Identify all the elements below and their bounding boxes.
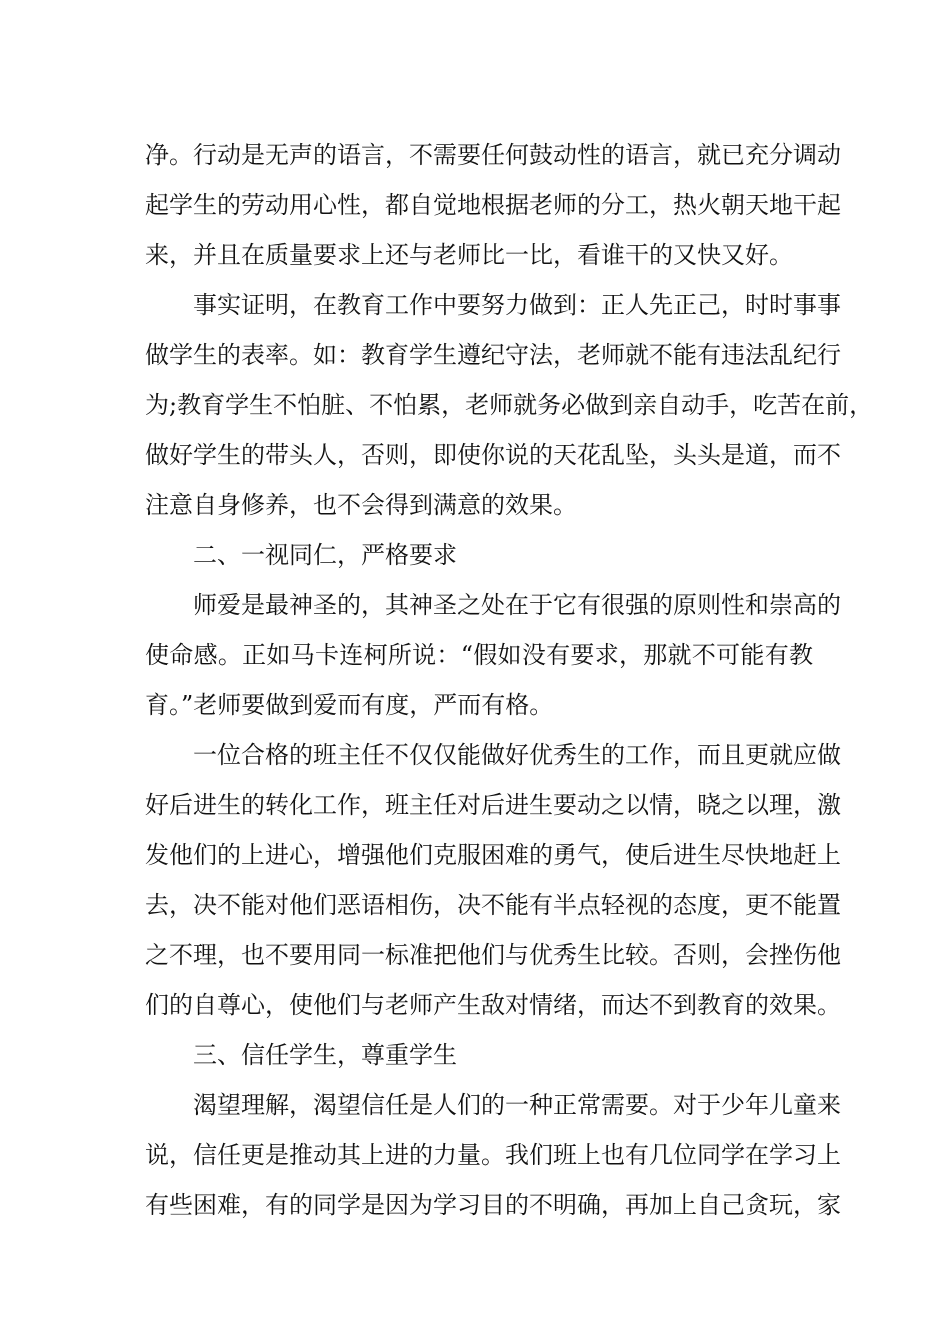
paragraph-line: 们的自尊心，使他们与老师产生敌对情绪，而达不到教育的效果。 bbox=[145, 991, 841, 1019]
paragraph-line: 做学生的表率。如：教育学生遵纪守法，老师就不能有违法乱纪行 bbox=[145, 341, 841, 369]
paragraph-line: 来，并且在质量要求上还与老师比一比，看谁干的又快又好。 bbox=[145, 241, 793, 269]
section-heading bbox=[145, 1030, 813, 1080]
paragraph bbox=[145, 730, 841, 1030]
paragraph-line: 净。行动是无声的语言，不需要任何鼓动性的语言，就已充分调动 bbox=[145, 141, 841, 169]
paragraph-line: 好后进生的转化工作，班主任对后进生要动之以情，晓之以理，激 bbox=[145, 791, 841, 819]
paragraph-line: 一位合格的班主任不仅仅能做好优秀生的工作，而且更就应做 bbox=[193, 741, 841, 769]
section-heading bbox=[145, 530, 813, 580]
paragraph-line: 之不理，也不要用同一标准把他们与优秀生比较。否则，会挫伤他 bbox=[145, 941, 841, 969]
paragraph-line: 起学生的劳动用心性，都自觉地根据老师的分工，热火朝天地干起 bbox=[145, 191, 841, 219]
paragraph-line: 渴望理解，渴望信任是人们的一种正常需要。对于少年儿童来 bbox=[193, 1091, 841, 1119]
paragraph bbox=[145, 580, 841, 730]
paragraph-line: 做好学生的带头人，否则，即使你说的天花乱坠，头头是道，而不 bbox=[145, 441, 841, 469]
paragraph-line: 发他们的上进心，增强他们克服困难的勇气，使后进生尽快地赶上 bbox=[145, 841, 841, 869]
paragraph-line: 师爱是最神圣的，其神圣之处在于它有很强的原则性和崇高的 bbox=[193, 591, 841, 619]
paragraph-line: 注意自身修养，也不会得到满意的效果。 bbox=[145, 491, 577, 519]
paragraph bbox=[145, 1080, 841, 1230]
paragraph bbox=[145, 280, 874, 530]
paragraph-line: 使命感。正如马卡连柯所说：“假如没有要求，那就不可能有教 bbox=[145, 641, 813, 669]
heading-text: 三、信任学生，尊重学生 bbox=[193, 1041, 457, 1069]
paragraph-line: 说，信任更是推动其上进的力量。我们班上也有几位同学在学习上 bbox=[145, 1141, 841, 1169]
paragraph-line: 有些困难，有的同学是因为学习目的不明确，再加上自己贪玩，家 bbox=[145, 1191, 841, 1219]
paragraph-line: 为;教育学生不怕脏、不怕累，老师就务必做到亲自动手，吃苦在前， bbox=[145, 391, 874, 419]
document-body bbox=[145, 130, 874, 1230]
heading-text: 二、一视同仁，严格要求 bbox=[193, 541, 457, 569]
paragraph-line: 育。”老师要做到爱而有度，严而有格。 bbox=[145, 691, 554, 719]
paragraph bbox=[145, 130, 841, 280]
paragraph-line: 事实证明，在教育工作中要努力做到：正人先正己，时时事事 bbox=[193, 291, 841, 319]
paragraph-line: 去，决不能对他们恶语相伤，决不能有半点轻视的态度，更不能置 bbox=[145, 891, 841, 919]
